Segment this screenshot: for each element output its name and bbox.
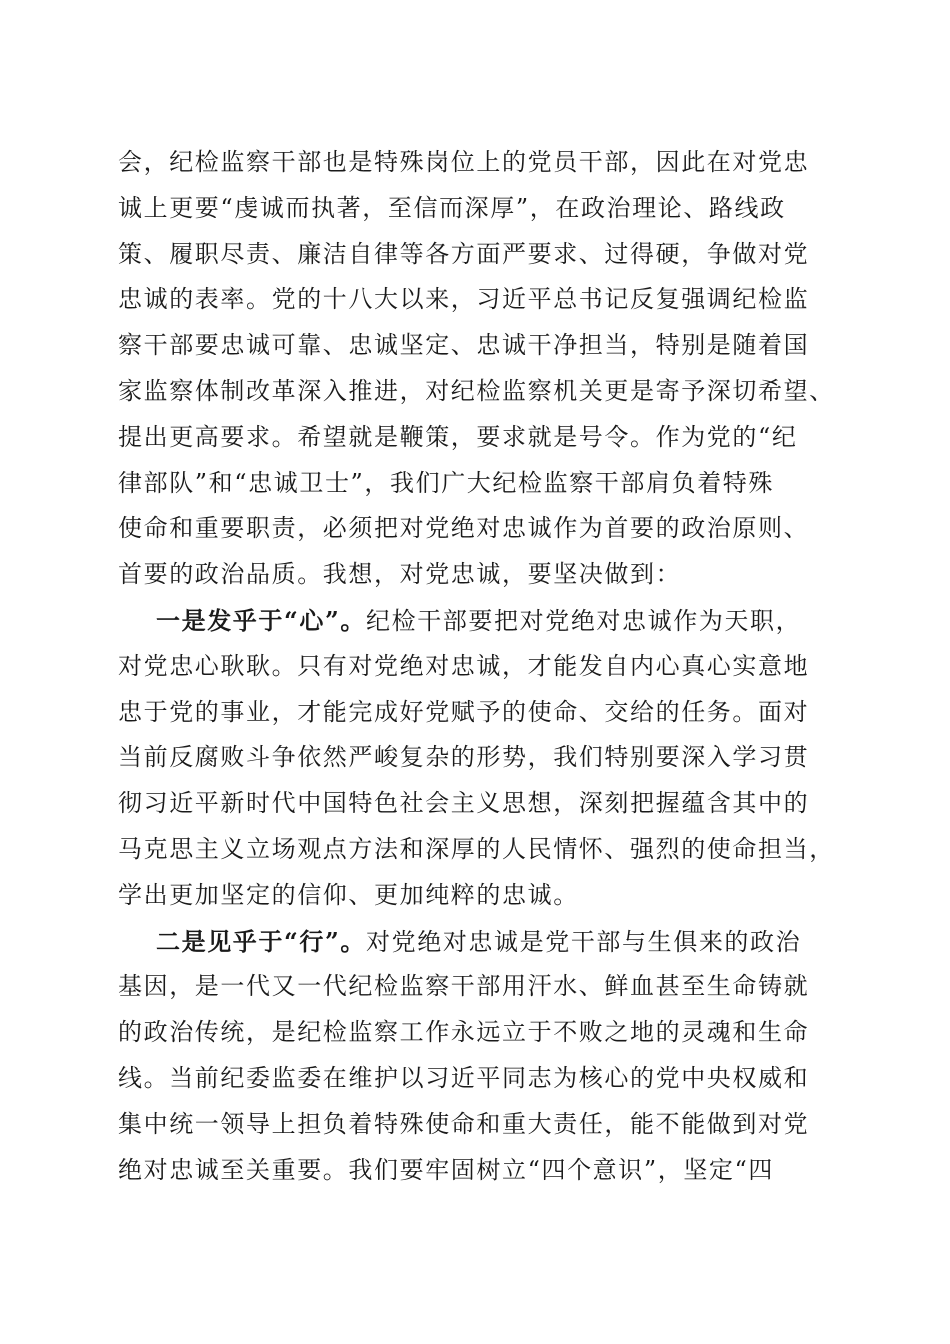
paragraph-2-line: 学出更加坚定的信仰、更加纯粹的忠诚。 [118,880,579,909]
paragraph-3-first-line [118,919,858,965]
paragraph-1-line: 提出更高要求。希望就是鞭策，要求就是号令。作为党的“纪 [118,422,798,451]
paragraph-1-line: 忠诚的表率。党的十八大以来，习近平总书记反复强调纪检监 [118,285,810,314]
paragraph-1-line: 家监察体制改革深入推进，对纪检监察机关更是寄予深切希望、 [118,376,835,405]
paragraph-1-line: 首要的政治品质。我想，对党忠诚，要坚决做到： [118,560,682,589]
paragraph-2-line: 当前反腐败斗争依然严峻复杂的形势，我们特别要深入学习贯 [118,743,810,772]
paragraph-1-line: 会，纪检监察干部也是特殊岗位上的党员干部，因此在对党忠 [118,148,810,176]
paragraph-3-line: 绝对忠诚至关重要。我们要牢固树立“四个意识”，坚定“四 [118,1155,775,1184]
paragraph-3-line: 集中统一领导上担负着特殊使命和重大责任，能不能做到对党 [118,1109,810,1138]
paragraph-2-line: 彻习近平新时代中国特色社会主义思想，深刻把握蕴含其中的 [118,789,810,818]
paragraph-1-line: 律部队”和“忠诚卫士”，我们广大纪检监察干部肩负着特殊 [118,468,775,497]
paragraph-3-line: 基因，是一代又一代纪检监察干部用汗水、鲜血甚至生命铸就 [118,972,810,1001]
paragraph-1-line: 策、履职尽责、廉洁自律等各方面严要求、过得硬，争做对党 [118,239,810,268]
paragraph-3-first-line-text: 对党绝对忠诚是党干部与生俱来的政治 [366,927,802,956]
paragraph-3-line: 线。当前纪委监委在维护以习近平同志为核心的党中央权威和 [118,1063,810,1092]
paragraph-2-line: 忠于党的事业，才能完成好党赋予的使命、交给的任务。面对 [118,697,810,726]
paragraph-2-first-line-text: 纪检干部要把对党绝对忠诚作为天职， [366,606,802,635]
paragraph-1-line: 使命和重要职责，必须把对党绝对忠诚作为首要的政治原则、 [118,514,810,543]
paragraph-3-lead-heading: 二是见乎于“行”。 [156,926,367,956]
paragraph-2-first-line [118,598,858,644]
paragraph-3-line: 的政治传统，是纪检监察工作永远立于不败之地的灵魂和生命 [118,1018,810,1047]
paragraph-2-line: 对党忠心耿耿。只有对党绝对忠诚，才能发自内心真心实意地 [118,651,810,680]
paragraph-2-line: 马克思主义立场观点方法和深厚的人民情怀、强烈的使命担当， [118,834,835,863]
paragraph-1-line: 察干部要忠诚可靠、忠诚坚定、忠诚干净担当，特别是随着国 [118,331,810,360]
paragraph-2-lead-heading: 一是发乎于“心”。 [156,605,367,635]
paragraph-1-line: 诚上更要“虔诚而执著，至信而深厚”，在政治理论、路线政 [118,193,786,222]
document-body [118,140,858,1193]
